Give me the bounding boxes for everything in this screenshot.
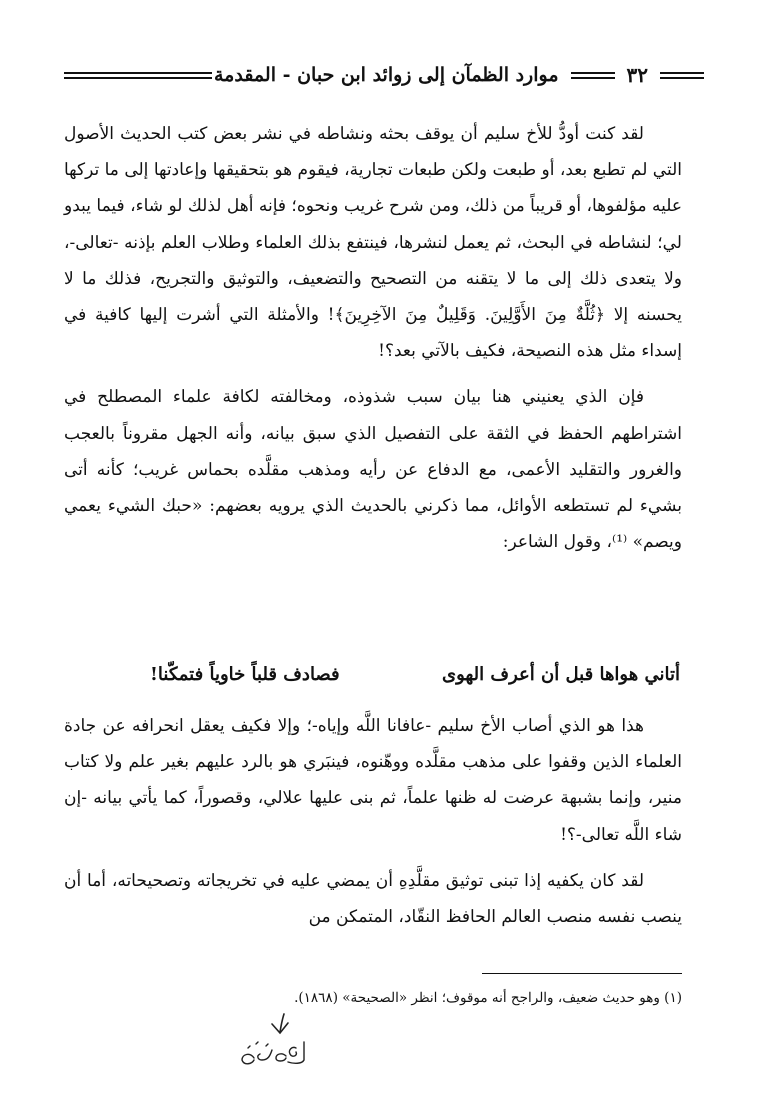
arrow-down-icon (272, 1014, 288, 1033)
handwritten-word-mark (242, 1042, 304, 1064)
poem-second-hemistich: فصادف قلباً خاوياً فتمكّنا! (150, 664, 340, 685)
header-left (64, 72, 212, 79)
paragraph-1-text: لقد كنت أودُّ للأخ سليم أن يوقف بحثه ونشاطه في نشر بعض كتب الحديث الأصول التي لم تطبع بعد، أو طبعت ولكن طبعات تجارية، فيقوم هو بتحقيقها وإعادتها إلى ما تركها عليه مؤلفوها، أو قريباً من ذلك، ومن شرح غريب ونحوه؛ فإنه أهل لذلك لو شاء، فيما يبدو لي؛ لنشاطه في البحث، ثم يعمل لنشرها، فينتفع بذلك العلماء وطلاب العلم بإذنه -تعالى-، ولا يتعدى ذلك إلى ما لا يتقنه من التصحيح والتضعيف، والتوثيق والتجريح، فذلك ما لا يحسنه إلا ﴿ثُلَّةٌ مِنَ الأَوَّلِينَ. وَقَلِيلٌ مِنَ الآخِرِينَ﴾! والأمثلة التي أشرت إليها كافية في إسداء مثل هذه النصيحة، فكيف بالآتي بعد؟! (64, 124, 682, 362)
paragraph-4 (64, 863, 682, 935)
body-text-bottom (64, 708, 682, 935)
header-right (214, 63, 704, 87)
paragraph-4-text: لقد كان يكفيه إذا تبنى توثيق مقلَّدِهِ أن يمضي عليه في تخريجاته وتصحيحاته، أما أن ينصب نفسه منصب العالم الحافظ النقّاد، المتمكن من (64, 870, 682, 928)
paragraph-1 (64, 116, 682, 369)
paragraph-2 (64, 379, 682, 560)
poem-verse (150, 664, 680, 685)
footnote: (١) وهو حديث ضعيف، والراجح أنه موقوف؛ انظر «الصحيحة» (١٨٦٨). (294, 990, 682, 1006)
body-text-top (64, 116, 682, 560)
paragraph-3-text: هذا هو الذي أصاب الأخ سليم -عافانا اللَّه وإياه-؛ وإلا فكيف يعقل انحرافه عن جادة العلماء الذين وقفوا على مذهب مقلَّده ووهّنوه، فينبَري هو بالرد عليهم بغير علم ولا كتاب منير، وإنما بشبهة عرضت له ظنها علماً، ثم بنى عليها علالي، وقصوراً، كما يأتي بيانه -إن شاء اللَّه تعالى-؟! (64, 716, 682, 845)
paragraph-2-text: فإن الذي يعنيني هنا بيان سبب شذوذه، ومخالفته لكافة علماء المصطلح في اشتراطهم الحفظ في الثقة على التفصيل الذي سبق بيانه، وأنه الجهل مقروناً بالعجب والغرور والتقليد الأعمى، مع الدفاع عن رأيه ومذهب مقلَّده بحماس غريب؛ كأنه أتى بشيء لم تستطعه الأوائل، مما ذكرني بالحديث الذي يرويه بعضهم: «حبك الشيء يعمي ويصم» ⁽¹⁾، وقول الشاعر: (64, 387, 682, 553)
running-header (64, 58, 704, 92)
poem-first-hemistich: أتاني هواها قبل أن أعرف الهوى (442, 664, 680, 685)
header-rule-left (64, 72, 212, 79)
paragraph-3 (64, 708, 682, 853)
handwritten-annotation (232, 1012, 312, 1074)
header-rule-inner (571, 72, 615, 79)
footnote-separator (482, 973, 682, 974)
page-number: ٣٢ (626, 63, 648, 87)
header-rule-right (660, 72, 704, 79)
header-title: موارد الظمآن إلى زوائد ابن حبان - المقدمة (213, 64, 559, 86)
